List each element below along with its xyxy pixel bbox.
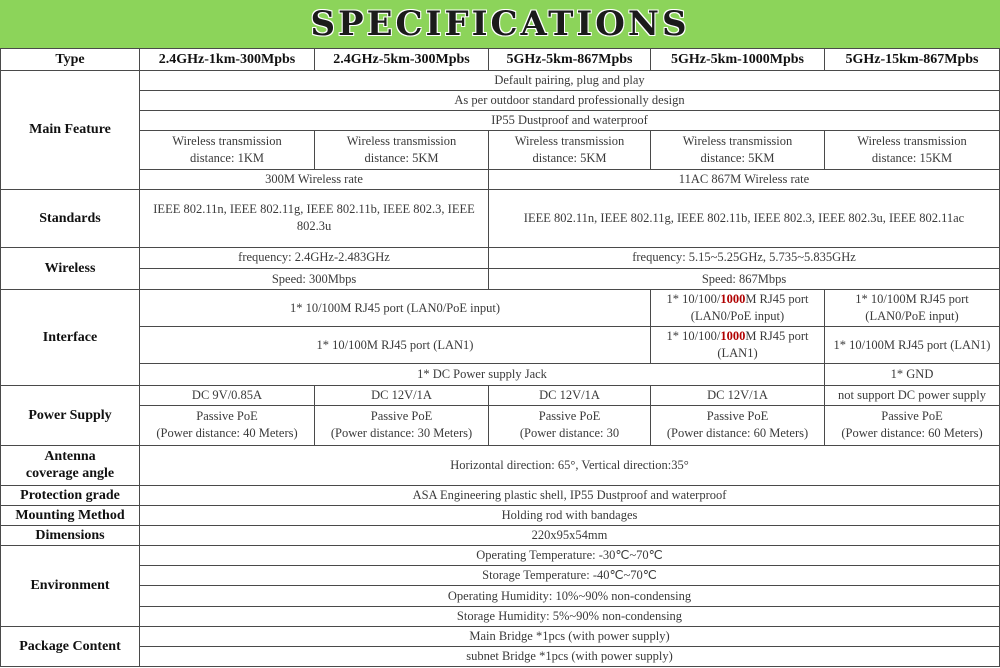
poe-line: Passive PoE — [706, 409, 769, 424]
cell-rate-24: 300M Wireless rate — [140, 169, 489, 189]
model-header: 2.4GHz-5km-300Mpbs — [315, 49, 489, 71]
model-header: 5GHz-5km-867Mpbs — [489, 49, 651, 71]
table-row — [1, 405, 1000, 445]
cell-speed-5: Speed: 867Mbps — [489, 269, 1000, 290]
antenna-label-line: Antenna — [44, 449, 96, 465]
table-row — [1, 506, 1000, 526]
distance-line: distance: 15KM — [871, 150, 953, 165]
poe-line: (Power distance: 60 Meters) — [666, 426, 809, 441]
row-label-package: Package Content — [1, 626, 140, 666]
cell-freq-5: frequency: 5.15~5.25GHz, 5.735~5.835GHz — [489, 247, 1000, 268]
cell-dc-power: DC 9V/0.85A — [140, 385, 315, 405]
distance-line: Wireless transmission — [857, 133, 967, 148]
cell-package: subnet Bridge *1pcs (with power supply) — [140, 646, 1000, 666]
cell-poe — [315, 405, 489, 445]
row-label-antenna — [1, 445, 140, 485]
table-row — [1, 131, 1000, 169]
model-header: 2.4GHz-1km-300Mpbs — [140, 49, 315, 71]
poe-line: Passive PoE — [370, 409, 433, 424]
table-row — [1, 566, 1000, 586]
port-text: M RJ45 port (LAN0/PoE input) — [690, 292, 809, 324]
cell-poe — [651, 405, 825, 445]
distance-line: distance: 5KM — [700, 150, 775, 165]
row-label-mounting: Mounting Method — [1, 506, 140, 526]
poe-line: Passive PoE — [196, 409, 258, 424]
table-row — [1, 586, 1000, 606]
cell-dc-power: DC 12V/1A — [315, 385, 489, 405]
cell-poe — [489, 405, 651, 445]
cell-distance — [825, 131, 1000, 169]
table-row — [1, 269, 1000, 290]
row-label-standards: Standards — [1, 189, 140, 247]
table-row — [1, 169, 1000, 189]
table-row — [1, 364, 1000, 385]
cell-antenna: Horizontal direction: 65°, Vertical direction:35° — [140, 445, 1000, 485]
table-row — [1, 91, 1000, 111]
cell-distance — [489, 131, 651, 169]
table-row — [1, 626, 1000, 646]
cell-dc-power: not support DC power supply — [825, 385, 1000, 405]
table-row — [1, 385, 1000, 405]
poe-line: Passive PoE — [881, 409, 943, 424]
spec-table — [0, 48, 1000, 667]
cell-environment: Storage Humidity: 5%~90% non-condensing — [140, 606, 1000, 626]
gigabit-highlight: 1000 — [720, 329, 746, 344]
cell-distance — [140, 131, 315, 169]
cell-dc-jack: 1* DC Power supply Jack — [140, 364, 825, 385]
cell-environment: Operating Temperature: -30℃~70℃ — [140, 546, 1000, 566]
distance-line: Wireless transmission — [682, 133, 793, 148]
page-title: SPECIFICATIONS — [310, 4, 690, 44]
port-text: M RJ45 port (LAN1) — [717, 329, 809, 361]
poe-line: (Power distance: 30 — [519, 426, 620, 441]
gigabit-highlight: 1000 — [720, 292, 746, 307]
port-text: 1* 10/100/ — [666, 329, 721, 344]
antenna-label-line: coverage angle — [25, 466, 115, 482]
cell-environment: Storage Temperature: -40℃~70℃ — [140, 566, 1000, 586]
cell-freq-24: frequency: 2.4GHz-2.483GHz — [140, 247, 489, 268]
cell-standards-5: IEEE 802.11n, IEEE 802.11g, IEEE 802.11b, IEEE 802.3, IEEE 802.3u, IEEE 802.11ac — [489, 189, 1000, 247]
table-row — [1, 247, 1000, 268]
row-label-main-feature: Main Feature — [1, 71, 140, 190]
cell-gnd: 1* GND — [825, 364, 1000, 385]
cell-environment: Operating Humidity: 10%~90% non-condensing — [140, 586, 1000, 606]
cell-lan0-gigabit — [651, 290, 825, 327]
cell-poe — [825, 405, 1000, 445]
cell-lan1-gigabit — [651, 327, 825, 364]
cell-dc-power: DC 12V/1A — [651, 385, 825, 405]
cell-dimensions: 220x95x54mm — [140, 526, 1000, 546]
distance-line: Wireless transmission — [346, 133, 457, 148]
table-row — [1, 445, 1000, 485]
table-row — [1, 111, 1000, 131]
poe-line: (Power distance: 40 Meters) — [156, 426, 298, 441]
row-label-environment: Environment — [1, 546, 140, 626]
cell-lan0-fast: 1* 10/100M RJ45 port (LAN0/PoE input) — [140, 290, 651, 327]
header-row — [1, 49, 1000, 71]
cell-mounting: Holding rod with bandages — [140, 506, 1000, 526]
table-row — [1, 189, 1000, 247]
table-row — [1, 646, 1000, 666]
cell-ip55: IP55 Dustproof and waterproof — [140, 111, 1000, 131]
title-banner — [0, 0, 1000, 48]
distance-line: Wireless transmission — [172, 133, 282, 148]
port-text: 1* 10/100/ — [666, 292, 721, 307]
table-row — [1, 290, 1000, 327]
row-label-dimensions: Dimensions — [1, 526, 140, 546]
table-row — [1, 486, 1000, 506]
cell-standards-24: IEEE 802.11n, IEEE 802.11g, IEEE 802.11b, IEEE 802.3, IEEE 802.3u — [140, 189, 489, 247]
cell-lan1-last: 1* 10/100M RJ45 port (LAN1) — [825, 327, 1000, 364]
distance-line: distance: 5KM — [532, 150, 607, 165]
cell-rate-5: 11AC 867M Wireless rate — [489, 169, 1000, 189]
row-label-power-supply: Power Supply — [1, 385, 140, 445]
cell-distance — [315, 131, 489, 169]
type-header: Type — [1, 49, 140, 71]
table-row — [1, 327, 1000, 364]
row-label-protection: Protection grade — [1, 486, 140, 506]
cell-design: As per outdoor standard professionally design — [140, 91, 1000, 111]
model-header: 5GHz-5km-1000Mpbs — [651, 49, 825, 71]
cell-pairing: Default pairing, plug and play — [140, 71, 1000, 91]
poe-line: Passive PoE — [538, 409, 601, 424]
poe-line: (Power distance: 60 Meters) — [841, 426, 983, 441]
cell-speed-24: Speed: 300Mbps — [140, 269, 489, 290]
row-label-interface: Interface — [1, 290, 140, 385]
table-row — [1, 526, 1000, 546]
table-row — [1, 71, 1000, 91]
table-row — [1, 546, 1000, 566]
cell-package: Main Bridge *1pcs (with power supply) — [140, 626, 1000, 646]
cell-protection: ASA Engineering plastic shell, IP55 Dustproof and waterproof — [140, 486, 1000, 506]
cell-dc-power: DC 12V/1A — [489, 385, 651, 405]
cell-distance — [651, 131, 825, 169]
distance-line: Wireless transmission — [514, 133, 625, 148]
cell-poe — [140, 405, 315, 445]
distance-line: distance: 5KM — [364, 150, 439, 165]
poe-line: (Power distance: 30 Meters) — [330, 426, 473, 441]
row-label-wireless: Wireless — [1, 247, 140, 289]
model-header: 5GHz-15km-867Mpbs — [825, 49, 1000, 71]
distance-line: distance: 1KM — [190, 150, 264, 165]
table-row — [1, 606, 1000, 626]
cell-lan0-last: 1* 10/100M RJ45 port (LAN0/PoE input) — [825, 290, 1000, 327]
cell-lan1-fast: 1* 10/100M RJ45 port (LAN1) — [140, 327, 651, 364]
